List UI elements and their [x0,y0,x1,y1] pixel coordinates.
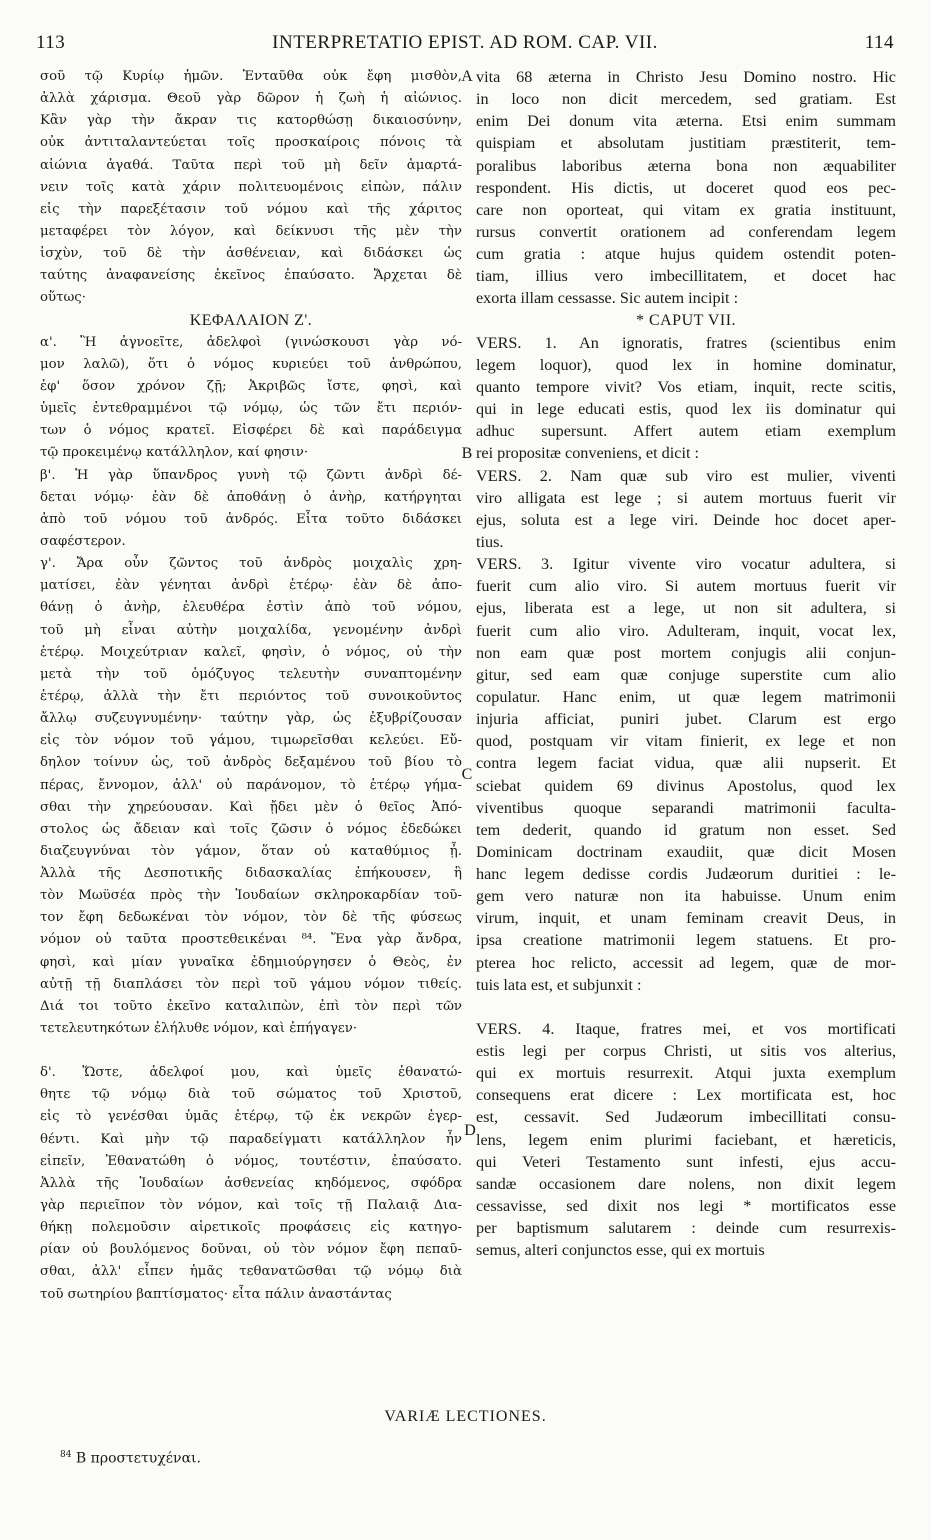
latin-line: non eam quæ post mortem conjugis alii conjun- [476,643,896,662]
latin-line: VERS. 4. Itaque, fratres mei, et vos mortificati [476,1019,896,1038]
latin-line: rursus convertit orationem ad conferendam legem [476,222,896,241]
latin-line: respondent. His dictis, ut doceret quod eos pec- [476,178,896,197]
latin-line: est, cessavit. Sed Judæorum imbecillitati consu- [476,1108,896,1127]
greek-line: Ἀλλὰ τῆς Δεσποτικῆς διδασκαλίας ἐπήκουσεν, ἣ [40,866,462,882]
greek-line: ἰσχὺν, τοῦ δὲ τὴν ἀσθένειαν, καὶ διδάσκει ὡς [40,246,462,262]
greek-line: σθαι τὴν χηρεύουσαν. Καὶ ᾔδει μὲν ὁ θεῖος Ἀπό- [40,799,462,815]
greek-line: β'. Ἡ γὰρ ὕπανδρος γυνὴ τῷ ζῶντι ἀνδρὶ δέ- [40,467,462,483]
greek-line: εἰπεῖν, Ἐθανατώθη ὁ νόμος, τουτέστιν, ἐπαύσατο. [40,1153,462,1169]
greek-line: θέντι. Καὶ μὴν τῷ παραδείγματι κατάλληλον ἦν [40,1131,462,1147]
greek-line: σοῦ τῷ Κυρίῳ ἡμῶν. Ἐνταῦθα οὐκ ἔφη μισθὸν, [40,69,462,84]
page-number-right: 114 [864,32,894,53]
greek-line: ἐφ' ὅσον χρόνον ζῇ; Ἀκριβῶς ἴστε, φησὶ, καὶ [40,378,462,394]
latin-line: Dominicam doctrinam exaudiit, quæ dicit Mosen [476,842,896,861]
latin-line: qui Veteri Testamento sunt infesti, ejus accu- [476,1152,896,1171]
latin-line: tem dederit, quando id gratum non esset. Sed [476,820,896,839]
latin-line: semus, alteri conjunctos esse, qui ex mortuis [476,1241,765,1260]
latin-line: sandæ occasionem dare nolens, non dixit legem [476,1174,896,1193]
greek-line: δ'. Ὥστε, ἀδελφοί μου, καὶ ὑμεῖς ἐθανατώ- [40,1065,462,1081]
greek-line: τῷ προκειμένῳ κατάλληλον, καί φησιν· [40,445,309,461]
latin-line: ipsa creatione matrimonii legem statuens. Et pro- [476,931,896,950]
latin-line: viro alligata est lege ; si autem mortuus fuerit vir [476,488,896,507]
latin-spacer [476,996,896,1018]
latin-line: fuerit cum alio viro. Si autem mortuus fuerit vir [476,577,896,596]
latin-line: viventibus quoque separandi matrimonii facultа- [476,798,896,817]
greek-line: ταύτης ἀναφανείσης ἐκεῖνος ἐπαύσατο. Ἄρχεται δὲ [40,268,462,284]
greek-line: ἑτέρῳ. Μοιχεύτριαν καλεῖ, φησὶν, ὁ νόμος, οὐ τὴν [40,644,462,660]
greek-line: γ'. Ἄρα οὖν ζῶντος τοῦ ἀνδρὸς μοιχαλὶς χρη- [40,556,462,572]
latin-line: hanc legem dedisse cordis Judæorum duritiei : le- [476,865,896,884]
latin-line: cessavisse, sed dixit nos legi * mortificatos esse [476,1197,896,1216]
greek-line: ἑτέρῳ, ἀλλὰ τὴν ἔτι περιόντος τοῦ συνοικοῦντος [40,688,462,704]
running-title: INTERPRETATIO EPIST. AD ROM. CAP. VII. [272,32,658,53]
latin-line: gitur, sed eam quæ conjuge superstite cum alio [476,665,896,684]
latin-line: qui in lege educati estis, quod lex iis dominatur qui [476,400,896,419]
greek-line: Ἀλλὰ τῆς Ἰουδαίων ἀσθενείας κηδόμενος, σφόδρα [40,1175,462,1191]
latin-line: enim Dei donum vita æterna. Etsi enim summam [476,112,896,131]
greek-line: μετὰ τὴν τοῦ ὁμόζυγος τελευτὴν συναπτομένην [40,666,462,682]
latin-line: qui ex mortuis resurrexit. Atqui juxta exemplum [476,1064,896,1083]
greek-line: μον λαλῶ), ὅτι ὁ νόμος κυριεύει τοῦ ἀνθρώπου, [40,356,462,372]
latin-line: ejus, liberata est a lege, ut non sit adultera, si [476,599,896,618]
latin-line: VERS. 2. Nam quæ sub viro est mulier, viventi [476,466,896,485]
margin-letter-c: C [461,766,473,783]
greek-line: τὸν Μωϋσέα πρὸς τὴν Ἰουδαίων σκληροκαρδίαν τοῦ- [40,888,462,904]
variae-lectiones-heading: VARIÆ LECTIONES. [384,1408,547,1425]
greek-line: τοῦ μὴ εἶναι αὐτὴν μοιχαλίδα, γενομένην ἀνδρὶ [40,622,462,638]
margin-letter-b: B [461,445,473,462]
footnote [60,1450,201,1467]
footnote-text: B προστετυχέναι. [75,1450,201,1467]
latin-line: contra legem faciat vidua, quæ alii nupserit. Et [476,754,896,773]
page-header [36,32,894,58]
latin-line: cum gratia : atque hujus quidem ostendit poten- [476,245,896,264]
latin-line: injuria afficiat, puniri jubet. Clarum est ergo [476,710,896,729]
latin-line: virum, inquit, et unam feminam creavit Deus, in [476,909,896,928]
greek-line: ματίσει, ἐὰν γένηται ἀνδρὶ ἑτέρῳ· ἐὰν δὲ ἀπο- [40,578,462,594]
greek-line: αἰώνια ἀγαθά. Ταῦτα περὶ τοῦ μὴ δεῖν ἁμαρτά- [40,157,462,173]
greek-spacer [40,1040,462,1062]
margin-letter-d: D [464,1122,476,1139]
latin-line: lens, legem enim plurimi faciebant, et hæreticis, [476,1130,896,1149]
greek-line: ἀπὸ τοῦ νόμου τοῦ ἀνδρός. Εἶτα τοῦτο διδάσκει [40,511,462,527]
greek-line: ΚΕΦΑΛΑΙΟΝ Ζ'. [189,311,313,329]
greek-line: ἀλλὰ χάρισμα. Θεοῦ γὰρ δῶρον ἡ ζωὴ ἡ αἰώνιος. [40,91,462,107]
latin-line: estis legi per corpus Christi, ut sitis vos alterius, [476,1042,896,1061]
latin-line: VERS. 1. An ignoratis, fratres (scientibus enim [476,333,896,352]
latin-line: per baptismum salutarem : deinde cum resurrexis- [476,1219,896,1238]
greek-line: τετελευτηκότων ἐλήλυθε νόμον, καὶ ἐπήγαγεν· [40,1021,358,1037]
latin-line: pterea hoc relicto, accessit ad legem, quæ de mor- [476,953,896,972]
latin-line: sciebat quidem 69 divinus Apostolus, quod lex [476,776,896,795]
greek-line: ἄλλῳ συζευγνυμένην· ταύτην γὰρ, ὡς ἐξυβρίζουσαν [40,711,462,727]
greek-line: τοῦ σωτηρίου βαπτίσματος· εἶτα πάλιν ἀναστάντας [40,1286,392,1302]
latin-line: adhuc supersunt. Affert autem etiam exemplum [476,422,896,441]
latin-line: quanto tempore vivit? Vos etiam, inquit, recte scitis, [476,377,896,396]
greek-column [40,66,462,1306]
greek-line: θητε τῷ νόμῳ διὰ τοῦ σώματος τοῦ Χριστοῦ, [40,1087,462,1103]
latin-line: poralibus laboribus æterna bona non æquabiliter [476,156,896,175]
latin-line: quispiam et absolutam justitiam præstiterit, tem- [476,134,896,153]
greek-line: α'. Ἢ ἀγνοεῖτε, ἀδελφοὶ (γινώσκουσι γὰρ νό- [40,334,462,350]
greek-line: ρίαν οὐ βουλόμενος δοῦναι, οὐ τὸν νόμον ἔφη πεπαῦ- [40,1242,462,1258]
greek-line: Διά τοι τοῦτο ἐκεῖνο καταλιπὼν, ἐπὶ τὸν περὶ τῶν [40,998,462,1014]
greek-line: ὑμεῖς ἐντεθραμμένοι τῷ νόμῳ, ὡς τῶν ἔτι περιόν- [40,401,462,417]
latin-line: tuis lata est, et subjunxit : [476,975,642,994]
greek-line: θάνῃ ὁ ἀνὴρ, ἐλευθέρα ἐστὶν ἀπὸ τοῦ νόμου, [40,600,462,616]
margin-letter-a: A [461,68,473,85]
greek-line: των ὁ νόμος κρατεῖ. Εἰσφέρει δὲ καὶ παράδειγμα [40,423,462,439]
greek-line: νειν τοῖς κατὰ χάριν πολιτευομένοις εἰπὼν, πάλιν [40,179,462,195]
latin-line: in loco non dicit mercedem, sed gratiam. Est [476,90,896,109]
greek-line: εἰς τὸ γενέσθαι ὑμᾶς ἑτέρῳ, τῷ ἐκ νεκρῶν ἐγερ- [40,1109,462,1125]
latin-line: consequens erat dicere : Lex mortificata est, hoc [476,1086,896,1105]
greek-line: Κἂν γὰρ τὴν ἄκραν τις κατορθώσῃ δικαιοσύνην, [40,113,462,129]
latin-line: tius. [476,532,504,551]
greek-line: διαζευγνύναι τὸν γάμον, ὅταν οὐ καταθύμιος ᾖ. [40,843,462,859]
greek-line: δεται νόμῳ· ἐὰν δὲ ἀποθάνῃ ὁ ἀνὴρ, κατήργηται [40,489,462,505]
greek-line: δηλον τοίνυν ὡς, τοῦ ἀνδρὸς δεξαμένου τοῦ βίου τὸ [40,755,462,771]
greek-line: εἰς τὴν παρεξέτασιν τοῦ νόμου καὶ τῆς χάριτος [40,201,462,217]
greek-line: αὐτῇ τῇ διαπλάσει τὸν περὶ τοῦ γάμου νόμον τιθείς. [40,976,462,992]
latin-line: VERS. 3. Igitur vivente viro vocatur adultera, si [476,555,896,574]
greek-line: πέρας, ἔννομον, ἀλλ' οὐ παράνομον, τὸ ἑτέρῳ γήμα- [40,777,462,793]
greek-line: τον ἔφη δεδωκέναι τὸν νόμον, τὸν δὲ τῆς φύσεως [40,910,462,926]
greek-line: σθαι, ἀλλ' εἶπεν ἡμᾶς τεθανατῶσθαι τῷ νόμῳ διὰ [40,1264,462,1280]
greek-line: γὰρ περιεῖπον τὸν νόμον, καὶ τοῖς τῇ Παλαιᾷ Δια- [40,1198,462,1214]
latin-line: tiam, illius vero imbecillitatem, et docet hac [476,267,896,286]
latin-line: vita 68 æterna in Christo Jesu Domino nostro. Hic [476,68,896,86]
latin-line: fuerit cum alio viro. Adulteram, inquit, vocat lex, [476,621,896,640]
greek-line: εἰς τὸν νόμον τοῦ γάμου, τιμωρεῖσθαι κελεύει. Εὔ- [40,733,462,749]
latin-line: copulatur. Hanc enim, ut quæ legem matrimonii [476,687,896,706]
latin-line: * CAPUT VII. [635,311,737,329]
latin-column [476,66,896,1261]
greek-line: νόμον οὐ ταῦτα προστεθεικέναι ⁸⁴. Ἕνα γὰρ ἄνδρα, [40,932,462,948]
latin-line: ejus, soluta est a lege viri. Deinde hoc docet aper- [476,510,896,529]
latin-line: legem loquor), quod lex in homine dominatur, [476,355,896,374]
greek-line: φησὶ, καὶ μίαν γυναῖκα ἐδημιούργησεν ὁ Θεὸς, ἐν [40,954,462,970]
latin-line: rei propositæ conveniens, et dicit : [476,444,699,463]
greek-line: σαφέστερον. [40,533,126,549]
latin-line: exorta illam cessasse. Sic autem incipit : [476,289,739,308]
page-number-left: 113 [36,32,66,53]
greek-line: οὕτως· [40,290,86,306]
greek-line: οὐκ ἀντιταλαντεύεται τοῖς προσκαίροις πόνοις τὰ [40,135,462,151]
greek-line: στολος ὡς ἄδειαν καὶ τοῖς ζῶσιν ὁ νόμος ἐδεδώκει [40,821,462,837]
latin-line: gem vero naturæ non ita habuisse. Unum enim [476,887,896,906]
latin-line: care non oporteat, qui vitam ex gratia instituunt, [476,200,896,219]
greek-line: μεταφέρει τὸν λόγον, καὶ δείκνυσι τῆς μὲν τὴν [40,223,462,239]
latin-line: quod, postquam vir vitam finierit, ex lege et non [476,732,896,751]
greek-line: θήκῃ πολεμοῦσιν αἱρετικοῖς προφάσεις εἰς κατηγο- [40,1220,462,1236]
footnote-mark: 84 [60,1450,72,1460]
